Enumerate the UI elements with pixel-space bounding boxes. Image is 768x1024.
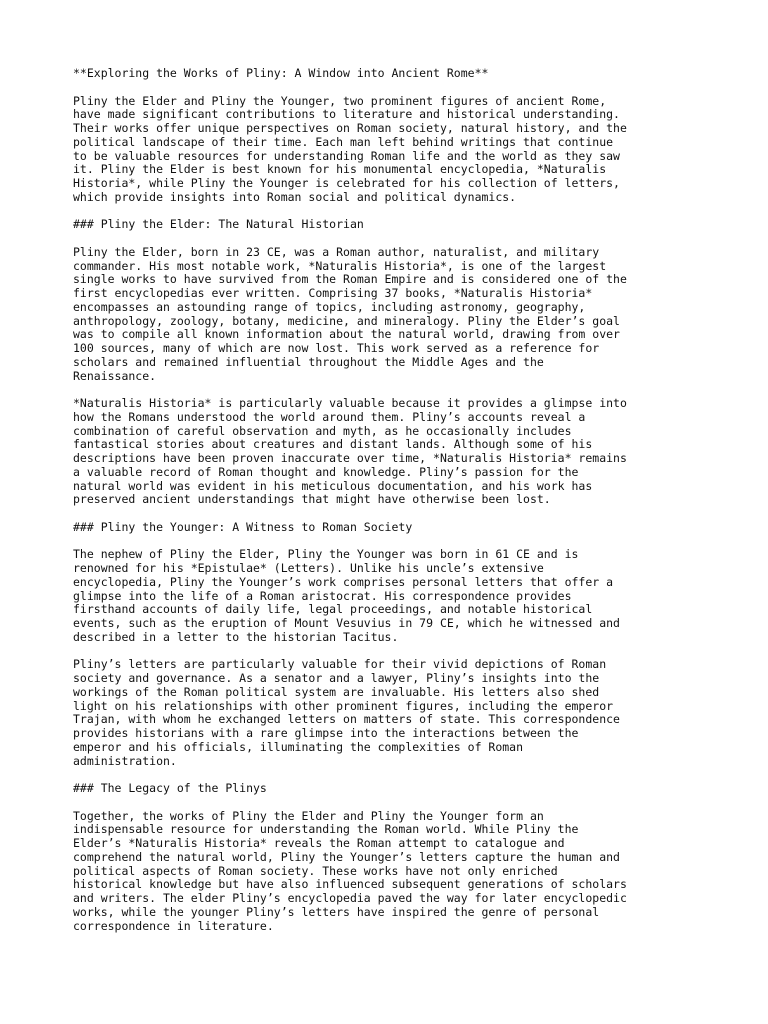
document-title: **Exploring the Works of Pliny: A Window into Ancient Rome** [73,66,489,80]
section-heading-legacy: ### The Legacy of the Plinys [73,781,267,795]
intro-paragraph: Pliny the Elder and Pliny the Younger, two prominent figures of ancient Rome, have made significant contributions to literature and historical understanding. Their works offer unique perspectives on Roman society, natural history, and the political landscape of their time. Each man left behind writings that continue to be valuable resources for understanding Roman life and the world as they saw it. Pliny the Elder is best known for his monumental encyclopedia, *Naturalis Historia*, while Pliny the Younger is celebrated for his collection of letters, which provide insights into Roman social and political dynamics. [73,93,627,204]
elder-paragraph-1: Pliny the Elder, born in 23 CE, was a Roman author, naturalist, and military commander. His most notable work, *Naturalis Historia*, is one of the largest single works to have survived from the Roman Empire and is considered one of the first encyclopedias ever written. Comprising 37 books, *Naturalis Historia* encompasses an astounding range of topics, including astronomy, geography, anthropology, zoology, botany, medicine, and mineralogy. Pliny the Elder’s goal was to compile all known information about the natural world, drawing from over 100 sources, many of which are now lost. This work served as a reference for scholars and remained influential throughout the Middle Ages and the Renaissance. [73,244,627,383]
younger-paragraph-2: Pliny’s letters are particularly valuable for their vivid depictions of Roman society and governance. As a senator and a lawyer, Pliny’s insights into the workings of the Roman political system are invaluable. His letters also shed light on his relationships with other prominent figures, including the emperor Trajan, with whom he exchanged letters on matters of state. This correspondence provides historians with a rare glimpse into the interactions between the emperor and his officials, illuminating the complexities of Roman administration. [73,657,620,768]
document-page [73,67,703,947]
section-heading-younger: ### Pliny the Younger: A Witness to Roman Society [73,519,413,534]
younger-paragraph-1: The nephew of Pliny the Elder, Pliny the Younger was born in 61 CE and is renowned for his *Epistulae* (Letters). Unlike his uncle’s extensive encyclopedia, Pliny the Younger’s work comprises personal letters that offer a glimpse into the life of a Roman aristocrat. His correspondence provides firsthand accounts of daily life, legal proceedings, and notable historical events, such as the eruption of Mount Vesuvius in 79 CE, which he witnessed and described in a letter to the historian Tacitus. [73,547,620,644]
legacy-paragraph-1: Together, the works of Pliny the Elder and Pliny the Younger form an indispensable resource for understanding the Roman world. While Pliny the Elder’s *Naturalis Historia* reveals the Roman attempt to catalogue and comprehend the natural world, Pliny the Younger’s letters capture the human and political aspects of Roman society. These works have not only enriched historical knowledge but have also influenced subsequent generations of scholars and writers. The elder Pliny’s encyclopedia paved the way for later encyclopedic works, while the younger Pliny’s letters have inspired the genre of personal correspondence in literature. [73,808,627,933]
elder-paragraph-2: *Naturalis Historia* is particularly valuable because it provides a glimpse into how the Romans understood the world around them. Pliny’s accounts reveal a combination of careful observation and myth, as he occasionally includes fantastical stories about creatures and distant lands. Although some of his descriptions have been proven inaccurate over time, *Naturalis Historia* remains a valuable record of Roman thought and knowledge. Pliny’s passion for the natural world was evident in his meticulous documentation, and his work has preserved ancient understandings that might have otherwise been lost. [73,396,627,507]
section-heading-elder: ### Pliny the Elder: The Natural Historian [73,217,364,232]
